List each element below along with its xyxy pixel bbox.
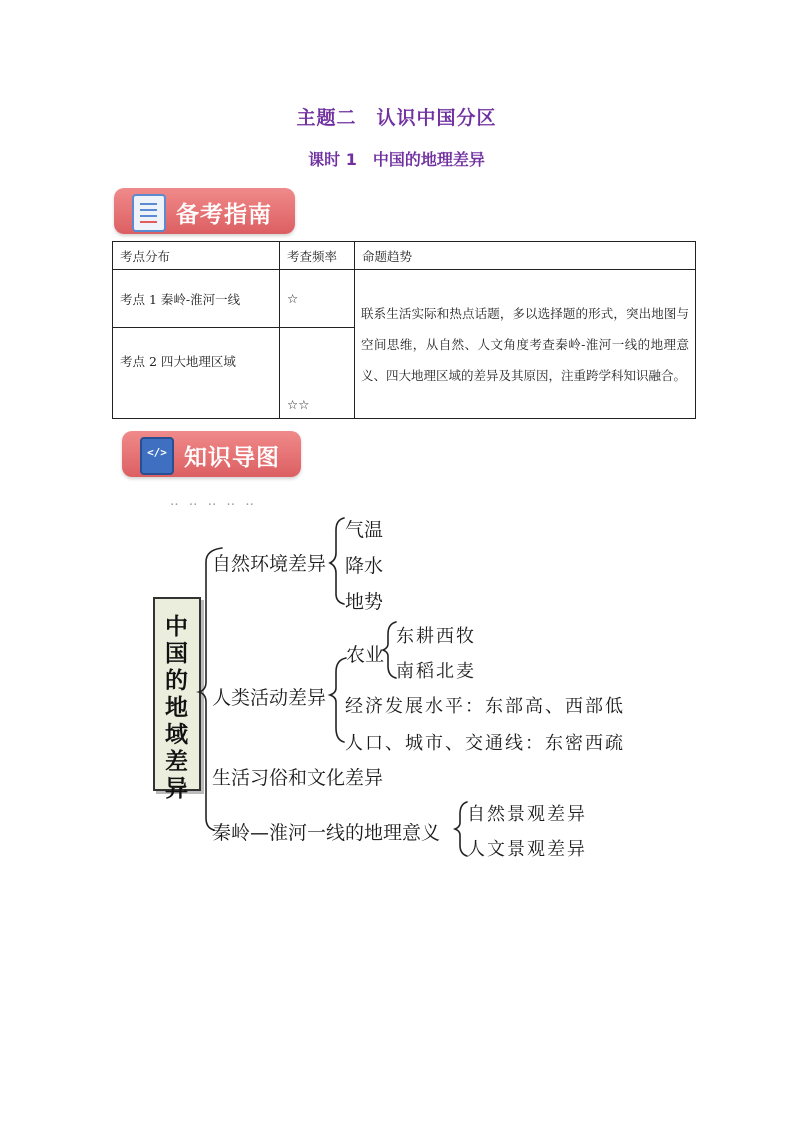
page-title: 主题二 认识中国分区 [296,107,497,129]
branch-culture: 生活习俗和文化差异 [212,767,384,789]
leaf-population-city-transport: 人口、城市、交通线：东密西疏 [345,733,625,754]
col-header-point: 考点分布 [113,242,280,270]
code-icon: </> [140,437,174,475]
exam-point-cell: 考点 1 秦岭-淮河一线 [113,270,280,328]
branch-natural: 自然环境差异 [212,553,327,575]
col-header-frequency: 考查频率 [280,242,355,270]
lesson-subtitle: 课时 1 中国的地理差异 [308,150,485,169]
frequency-cell: ☆☆ [280,328,355,419]
table-header-row [113,242,696,270]
agriculture-brace [383,622,396,678]
branch-agriculture: 农业 [346,644,385,666]
qinling-brace [455,802,467,856]
knowledge-map-label: 知识导图 [184,445,280,471]
cropped-text-fragment: ‥ ‥ ‥ ‥ ‥ [170,494,257,509]
col-header-trend: 命题趋势 [355,242,696,270]
frequency-cell: ☆ [280,270,355,328]
exam-point-table [112,241,696,419]
leaf-human-landscape: 人文景观差异 [467,839,587,860]
exam-guide-label: 备考指南 [176,202,272,228]
knowledge-map-banner [122,431,301,477]
document-icon [132,194,166,232]
exam-guide-banner [114,188,295,234]
mindmap-root-label: 中国的地域差异 [165,613,188,802]
human-brace [330,658,346,742]
branch-human-activity: 人类活动差异 [212,687,327,709]
exam-point-cell: 考点 2 四大地理区域 [113,328,280,419]
leaf-natural-landscape: 自然景观差异 [467,804,587,825]
trend-cell: 联系生活实际和热点话题，多以选择题的形式，突出地图与空间思维，从自然、人文角度考查秦岭-淮河一线的地理意义、四大地理区域的差异及其原因，注重跨学科知识融合。 [355,270,696,419]
leaf-terrain: 地势 [345,591,384,613]
leaf-economy-level: 经济发展水平：东部高、西部低 [345,696,625,717]
leaf-precipitation: 降水 [345,555,384,577]
table-row [113,270,696,328]
leaf-east-farming-west-grazing: 东耕西牧 [396,626,476,647]
branch-qinling-huaihe: 秦岭—淮河一线的地理意义 [212,822,441,844]
leaf-temperature: 气温 [345,519,384,541]
mindmap-root [153,597,201,802]
natural-brace [330,518,344,604]
leaf-south-rice-north-wheat: 南稻北麦 [396,661,476,682]
